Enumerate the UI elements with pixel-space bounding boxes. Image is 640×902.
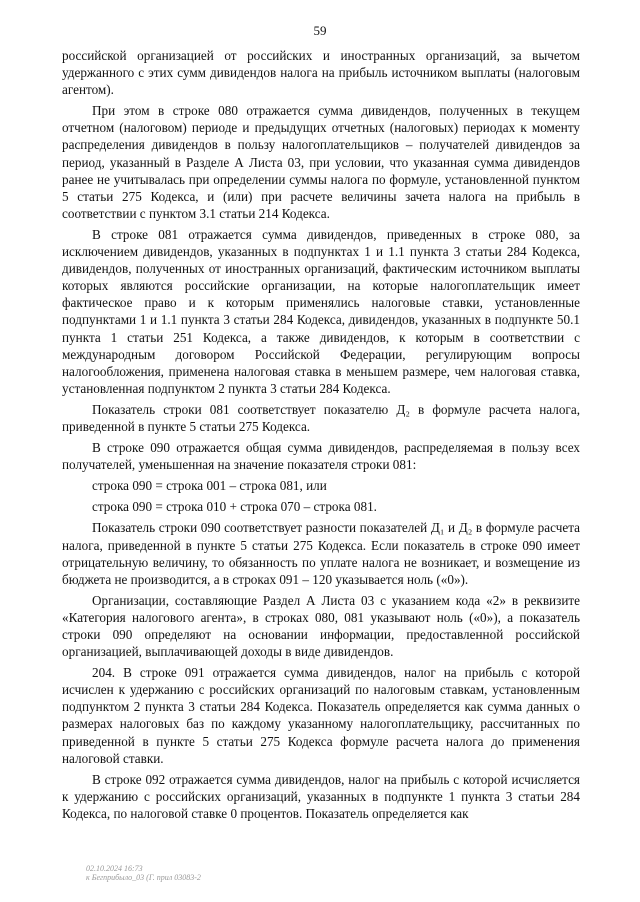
footer-stamp-line-2: к Бегприбыло_03 (Г. прил 03083-2 xyxy=(86,873,201,882)
paragraph-line-081-indicator: Показатель строки 081 соответствует показателю Д₂ в формуле расчета налога, приведенной в пункте 5 статьи 275 Кодекса. xyxy=(62,401,580,434)
page-number: 59 xyxy=(313,23,327,38)
paragraph-line-092: В строке 092 отражается сумма дивидендов, налог на прибыль с которой исчисляется к удержанию с российских организаций, указанных в подпункте 1 пункта 3 статьи 284 Кодекса, по налоговой ставке 0 процентов. Показатель определяется как xyxy=(62,771,580,821)
paragraph-line-090-indicator: Показатель строки 090 соответствует разности показателей Д₁ и Д₂ в формуле расчета налога, приведенной в пункте 5 статьи 275 Кодекса. Если показатель в строке 090 имеет отрицательную величину, то обязанность по уплате налога не возникает, и возмещение из бюджета не производится, а в строках 091 – 120 указывается ноль («0»). xyxy=(62,520,580,587)
paragraph-continuation: российской организацией от российских и иностранных организаций, за вычетом удержанного с этих сумм дивидендов налога на прибыль источником выплаты (налоговым агентом). xyxy=(62,48,580,98)
formula-1: строка 090 = строка 001 – строка 081, или xyxy=(92,478,327,494)
paragraph-line-080: При этом в строке 080 отражается сумма дивидендов, полученных в текущем отчетном (налоговом) периоде и предыдущих отчетных (налоговых) периодах к моменту распределения дивидендов в пользу налогоплательщиков – получателей дивидендов за период, указанный в Разделе А Листа 03, при условии, что указанная сумма дивидендов ранее не учитывалась при определении суммы налога по формуле, установленной пунктом 5 статьи 275 Кодекса, и (или) при расчете величины зачета налога на прибыль в соответствии с пунктом 3.1 статьи 214 Кодекса. xyxy=(62,103,580,221)
footer-stamp-line-1: 02.10.2024 16:73 xyxy=(86,864,143,873)
paragraph-organizations: Организации, составляющие Раздел А Листа 03 с указанием кода «2» в реквизите «Категория налогового агента», в строках 080, 081 указывают ноль («0»), а показатель строки 090 определяют на основании информации, предоставленной российской организацией, выплачивающей доходы в виде дивидендов. xyxy=(62,592,580,660)
paragraph-line-081: В строке 081 отражается сумма дивидендов, приведенных в строке 080, за исключением дивидендов, указанных в подпунктах 1 и 1.1 пункта 3 статьи 284 Кодекса, дивидендов, полученных от иностранных организаций, фактическим источником выплаты которых являются российские организации, на которые налогоплательщик имеет фактическое право и к которым применялись налоговые ставки, установленные подпунктами 1 и 1.1 пункта 3 статьи 284 Кодекса, дивидендов, указанных в подпункте 50.1 пункта 1 статьи 251 Кодекса, а также дивидендов, к которым в соответствии с международным договором Российской Федерации, регулирующим вопросы налогообложения, применена налоговая ставка в меньшем размере, чем налоговая ставка, установленная подпунктом 2 пункта 3 статьи 284 Кодекса. xyxy=(62,226,580,396)
paragraph-line-090: В строке 090 отражается общая сумма дивидендов, распределяемая в пользу всех получателей, уменьшенная на значение показателя строки 081: xyxy=(62,440,580,473)
formula-2: строка 090 = строка 010 + строка 070 – строка 081. xyxy=(92,499,377,515)
paragraph-204: 204. В строке 091 отражается сумма дивидендов, налог на прибыль с которой исчислен к удержанию с российских организаций по налоговым ставкам, установленным подпунктом 2 пункта 3 статьи 284 Кодекса. Показатель определяется как сумма данных о размерах налоговых баз по каждому указанному налогоплательщику, рассчитанных по приведенной в пункте 5 статьи 275 Кодекса формуле расчета налога до применения налоговой ставки. xyxy=(62,665,580,766)
document-body xyxy=(62,47,580,822)
footer-stamp xyxy=(86,864,201,882)
